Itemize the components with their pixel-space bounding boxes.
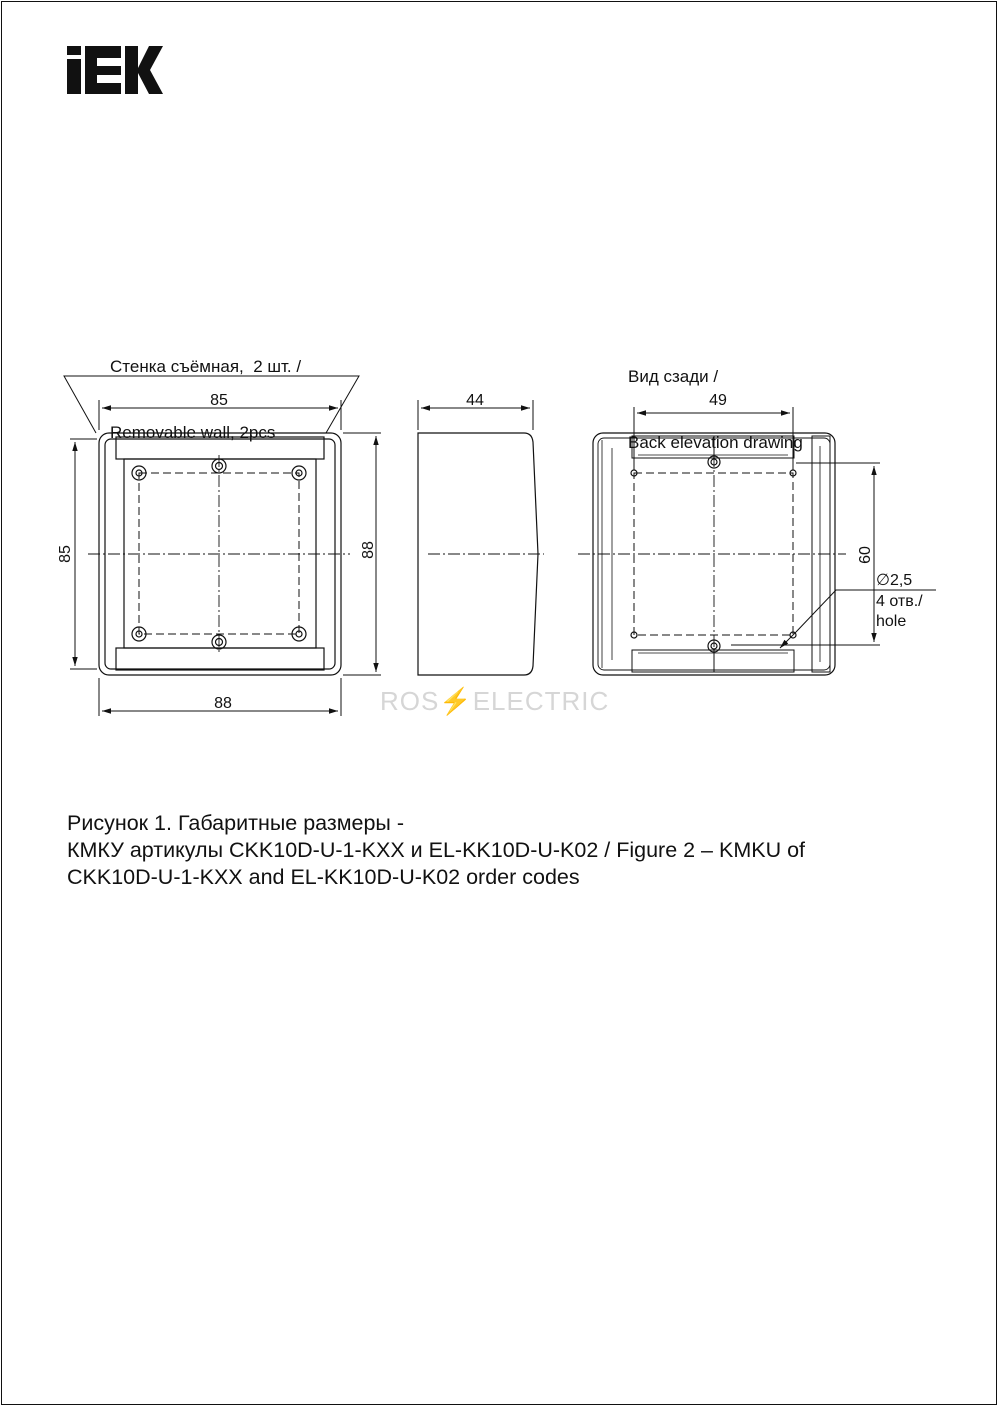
watermark-left: ROS <box>380 686 440 716</box>
dim-front-height-right: 88 <box>360 541 377 559</box>
caption-line-1: Рисунок 1. Габаритные размеры - <box>67 811 405 835</box>
back-view-note-ru: Вид сзади / <box>628 367 719 386</box>
front-cavity <box>124 459 316 648</box>
dim-front-width-bottom: 88 <box>214 695 232 712</box>
removable-wall-top <box>116 437 324 459</box>
removable-wall-note-en: Removable wall, 2pcs <box>110 423 276 442</box>
dim-back-spacing-x: 49 <box>709 392 727 409</box>
back-dimensions <box>634 407 936 648</box>
dim-hole-count-en: hole <box>876 613 907 630</box>
dim-back-spacing-y: 60 <box>857 546 874 564</box>
dim-hole-diameter: ∅2,5 <box>876 572 913 589</box>
bolt-icon: ⚡ <box>439 686 473 716</box>
caption-line-2: КМКУ артикулы CKK10D-U-1-KXX и EL-KK10D-U-K02 / Figure 2 – KMKU of <box>67 838 806 862</box>
figure-caption <box>67 810 947 891</box>
watermark <box>380 686 609 717</box>
removable-wall-bottom <box>116 648 324 670</box>
front-view <box>64 376 359 675</box>
back-view <box>578 433 846 675</box>
dim-front-height-left: 85 <box>57 545 74 563</box>
back-view-note-en: Back elevation drawing <box>628 433 803 452</box>
dim-front-width-top: 85 <box>210 392 228 409</box>
side-view <box>418 433 544 675</box>
dim-side-depth: 44 <box>466 392 484 409</box>
caption-line-3: CKK10D-U-1-KXX and EL-KK10D-U-K02 order codes <box>67 865 580 889</box>
watermark-right: ELECTRIC <box>472 686 610 716</box>
removable-wall-note-ru: Стенка съёмная, 2 шт. / <box>110 357 302 376</box>
dim-hole-count-ru: 4 отв./ <box>876 593 923 610</box>
